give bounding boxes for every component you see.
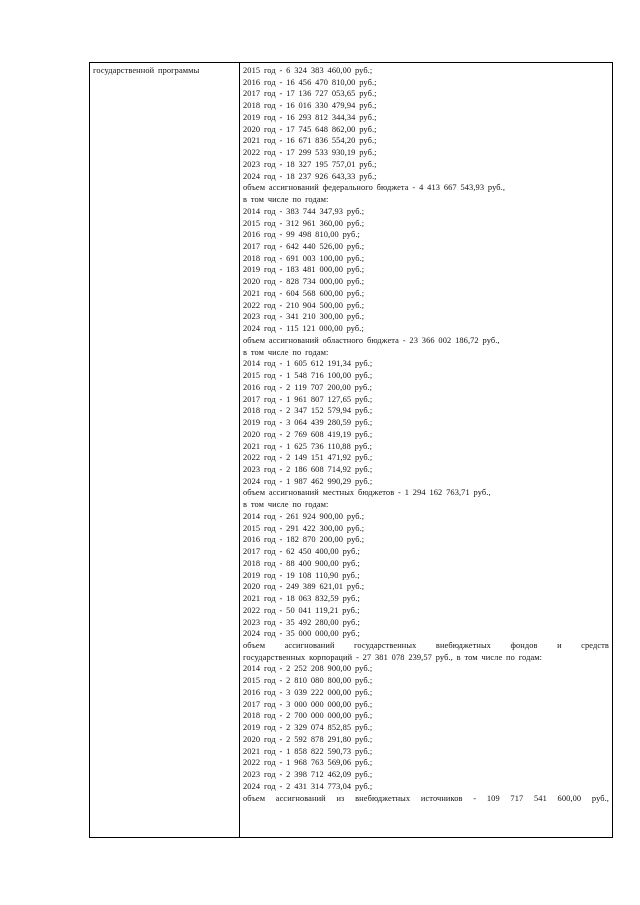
value-line: 2020 год - 828 734 000,00 руб.; (243, 277, 365, 287)
value-line: 2021 год - 1 625 736 110,88 руб.; (243, 441, 372, 451)
value-line: 2016 год - 182 870 200,00 руб.; (243, 535, 365, 545)
value-line: 2023 год - 341 210 300,00 руб.; (243, 312, 365, 322)
value-line: 2022 год - 17 299 533 930,19 руб.; (243, 148, 377, 158)
value-line: 2024 год - 35 000 000,00 руб.; (243, 629, 360, 639)
value-line: в том числе по годам: (243, 347, 329, 357)
value-line: 2015 год - 2 810 080 800,00 руб.; (243, 676, 373, 686)
value-line: 2024 год - 115 121 000,00 руб.; (243, 324, 364, 334)
value-line: 2016 год - 3 039 222 000,00 руб.; (243, 687, 373, 697)
value-line: 2021 год - 1 858 822 590,73 руб.; (243, 746, 373, 756)
value-line: 2018 год - 2 700 000 000,00 руб.; (243, 711, 373, 721)
value-line: 2014 год - 383 744 347,93 руб.; (243, 206, 365, 216)
value-line: 2015 год - 6 324 383 460,00 руб.; (243, 66, 373, 75)
value-line: объем ассигнований местных бюджетов - 1 294 162 763,71 руб., (243, 488, 491, 498)
value-line: 2023 год - 35 492 280,00 руб.; (243, 617, 360, 627)
value-line: 2021 год - 16 671 836 554,20 руб.; (243, 136, 377, 146)
value-line: 2019 год - 16 293 812 344,34 руб.; (243, 112, 377, 122)
value-line: 2017 год - 642 440 526,00 руб.; (243, 242, 365, 252)
value-line: 2023 год - 18 327 195 757,01 руб.; (243, 159, 377, 169)
value-line: 2021 год - 18 063 832,59 руб.; (243, 594, 360, 604)
value-line: 2018 год - 691 003 100,00 руб.; (243, 253, 365, 263)
value-line: объем ассигнований из внебюджетных источников - 109 717 541 600,00 руб., (243, 793, 609, 803)
value-line: 2015 год - 1 548 716 100,00 руб.; (243, 371, 373, 381)
value-line: 2014 год - 2 252 208 900,00 руб.; (243, 664, 373, 674)
value-line: 2017 год - 3 000 000 000,00 руб.; (243, 699, 373, 709)
value-line: в том числе по годам: (243, 500, 329, 510)
value-line: 2019 год - 2 329 074 852,85 руб.; (243, 723, 373, 733)
value-line: 2018 год - 16 016 330 479,94 руб.; (243, 101, 377, 111)
label-text: государственной программы (93, 66, 200, 75)
value-line: 2015 год - 312 961 360,00 руб.; (243, 218, 365, 228)
value-line: 2016 год - 16 456 470 810,00 руб.; (243, 77, 377, 87)
value-line: объем ассигнований государственных внебюджетных фондов и средств (243, 640, 609, 650)
value-line: 2024 год - 18 237 926 643,33 руб.; (243, 171, 377, 181)
value-line: 2017 год - 17 136 727 053,65 руб.; (243, 89, 377, 99)
value-line: 2015 год - 291 422 300,00 руб.; (243, 523, 365, 533)
value-line: 2022 год - 210 904 500,00 руб.; (243, 300, 365, 310)
value-line: 2020 год - 249 389 621,01 руб.; (243, 582, 365, 592)
value-line: 2019 год - 19 108 110,90 руб.; (243, 570, 360, 580)
value-line: 2020 год - 2 769 608 419,19 руб.; (243, 429, 373, 439)
value-line: 2017 год - 62 450 400,00 руб.; (243, 547, 360, 557)
value-line: объем ассигнований федерального бюджета - 4 413 667 543,93 руб., (243, 183, 506, 193)
funding-table (89, 62, 613, 838)
table-value-cell (240, 63, 612, 837)
table-label-cell (90, 63, 240, 837)
value-line: 2017 год - 1 961 807 127,65 руб.; (243, 394, 373, 404)
value-line: 2018 год - 2 347 152 579,94 руб.; (243, 406, 373, 416)
value-line: 2016 год - 99 498 810,00 руб.; (243, 230, 360, 240)
value-line: 2022 год - 50 041 119,21 руб.; (243, 605, 360, 615)
value-line: 2020 год - 2 592 878 291,80 руб.; (243, 734, 373, 744)
value-line: государственных корпораций - 27 381 078 239,57 руб., в том числе по годам: (243, 652, 543, 662)
value-line: объем ассигнований областного бюджета - 23 366 002 186,72 руб., (243, 335, 500, 345)
value-line: 2019 год - 3 064 439 280,59 руб.; (243, 418, 373, 428)
value-line: 2020 год - 17 745 648 862,00 руб.; (243, 124, 377, 134)
value-line: 2014 год - 261 924 900,00 руб.; (243, 511, 365, 521)
value-line: 2023 год - 2 186 608 714,92 руб.; (243, 464, 373, 474)
value-line: в том числе по годам: (243, 195, 329, 205)
value-line: 2022 год - 2 149 151 471,92 руб.; (243, 453, 373, 463)
value-line: 2023 год - 2 398 712 462,09 руб.; (243, 770, 373, 780)
value-line: 2022 год - 1 968 763 569,06 руб.; (243, 758, 373, 768)
value-line: 2018 год - 88 400 900,00 руб.; (243, 558, 360, 568)
value-line: 2019 год - 183 481 000,00 руб.; (243, 265, 365, 275)
value-line: 2024 год - 2 431 314 773,04 руб.; (243, 781, 373, 791)
value-line: 2024 год - 1 987 462 990,29 руб.; (243, 476, 373, 486)
value-line: 2021 год - 604 568 600,00 руб.; (243, 288, 365, 298)
value-line: 2014 год - 1 605 612 191,34 руб.; (243, 359, 373, 369)
value-line: 2016 год - 2 119 707 200,00 руб.; (243, 382, 372, 392)
